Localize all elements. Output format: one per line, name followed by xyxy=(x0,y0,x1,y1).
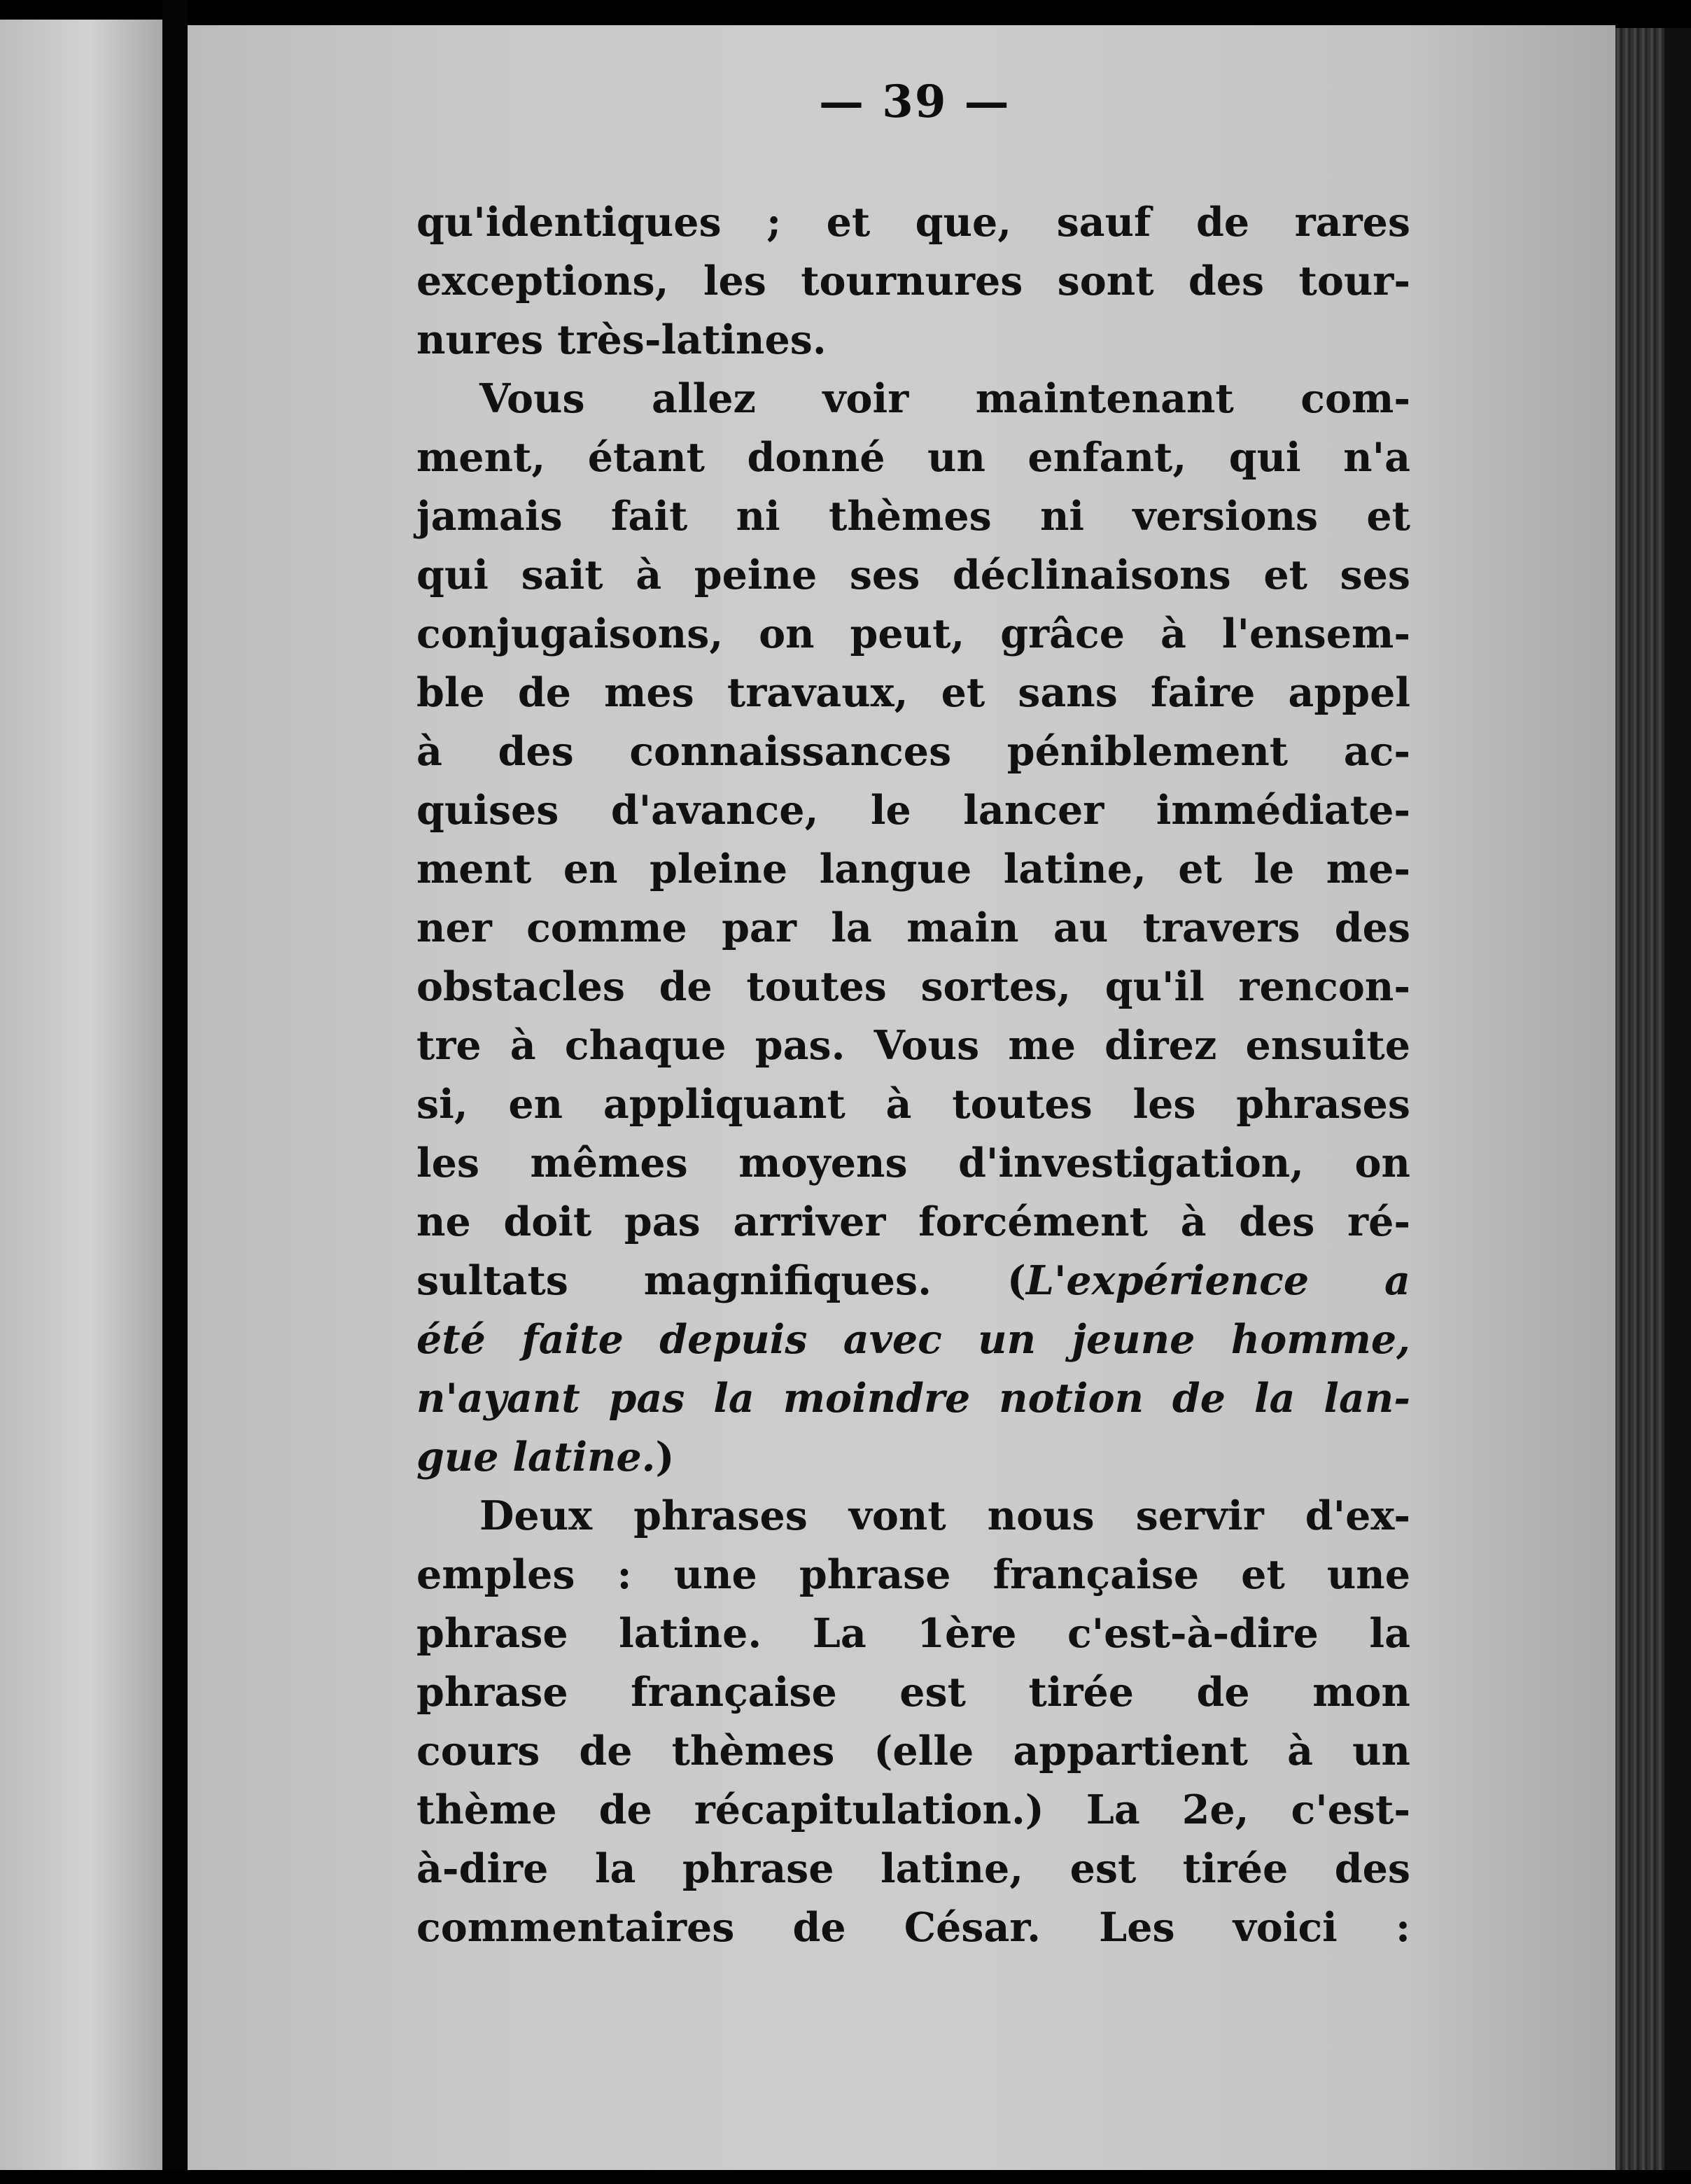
text-line: exceptions, les tournures sont des tour- xyxy=(416,258,1410,304)
text-line: thème de récapitulation.) La 2e, c'est- xyxy=(416,1786,1410,1833)
text-line: ment en pleine langue latine, et le me- xyxy=(416,846,1410,892)
text-line: obstacles de toutes sortes, qu'il rencon- xyxy=(416,963,1410,1010)
text-line: jamais fait ni thèmes ni versions et xyxy=(416,493,1410,540)
text-line: ment, étant donné un enfant, qui n'a xyxy=(416,434,1410,481)
page-number: — 39 — xyxy=(819,76,1011,128)
text-line: Vous allez voir maintenant com- xyxy=(479,375,1410,422)
text-line: ne doit pas arriver forcément à des ré- xyxy=(416,1198,1410,1245)
text-run: ) xyxy=(655,1434,675,1480)
facing-page-edge xyxy=(0,20,162,2176)
text-line: ble de mes travaux, et sans faire appel xyxy=(416,669,1410,716)
text-line: à des connaissances péniblement ac- xyxy=(416,728,1410,775)
text-line: nures très-latines. xyxy=(416,316,827,363)
text-line: emples : une phrase française et une xyxy=(416,1551,1410,1598)
text-line: à-dire la phrase latine, est tirée des xyxy=(416,1845,1410,1892)
text-line-italic: été faite depuis avec un jeune homme, xyxy=(416,1316,1410,1363)
text-line: qu'identiques ; et que, sauf de rares xyxy=(416,199,1410,246)
text-line: phrase française est tirée de mon xyxy=(416,1669,1410,1716)
text-line-mixed xyxy=(416,1428,1410,1487)
text-line: Deux phrases vont nous servir d'ex- xyxy=(479,1492,1410,1539)
text-line: conjugaisons, on peut, grâce à l'ensem- xyxy=(416,610,1410,657)
italic-run: L'expérience a xyxy=(1025,1257,1410,1304)
body-text xyxy=(416,193,1410,1957)
text-line: quises d'avance, le lancer immédiate- xyxy=(416,787,1410,834)
italic-run: gue latine. xyxy=(416,1434,656,1480)
text-line: commentaires de César. Les voici : xyxy=(416,1904,1410,1951)
text-line: si, en appliquant à toutes les phrases xyxy=(416,1081,1410,1128)
text-line: tre à chaque pas. Vous me direz ensuite xyxy=(416,1022,1410,1069)
text-line: qui sait à peine ses déclinaisons et ses xyxy=(416,552,1410,598)
text-line-italic: n'ayant pas la moindre notion de la lan- xyxy=(416,1375,1410,1422)
book-block-edge xyxy=(1615,28,1664,2170)
text-line: cours de thèmes (elle appartient à un xyxy=(416,1728,1410,1774)
scan-border-right xyxy=(1664,28,1691,2170)
text-run: sultats magnifiques. ( xyxy=(416,1257,1026,1304)
text-line: ner comme par la main au travers des xyxy=(416,904,1410,951)
text-line-mixed xyxy=(416,1252,1410,1310)
book-gutter xyxy=(162,0,188,2184)
text-line: phrase latine. La 1ère c'est-à-dire la xyxy=(416,1610,1410,1657)
text-line: les mêmes moyens d'investigation, on xyxy=(416,1140,1410,1186)
scan-border-bottom xyxy=(0,2170,1691,2184)
